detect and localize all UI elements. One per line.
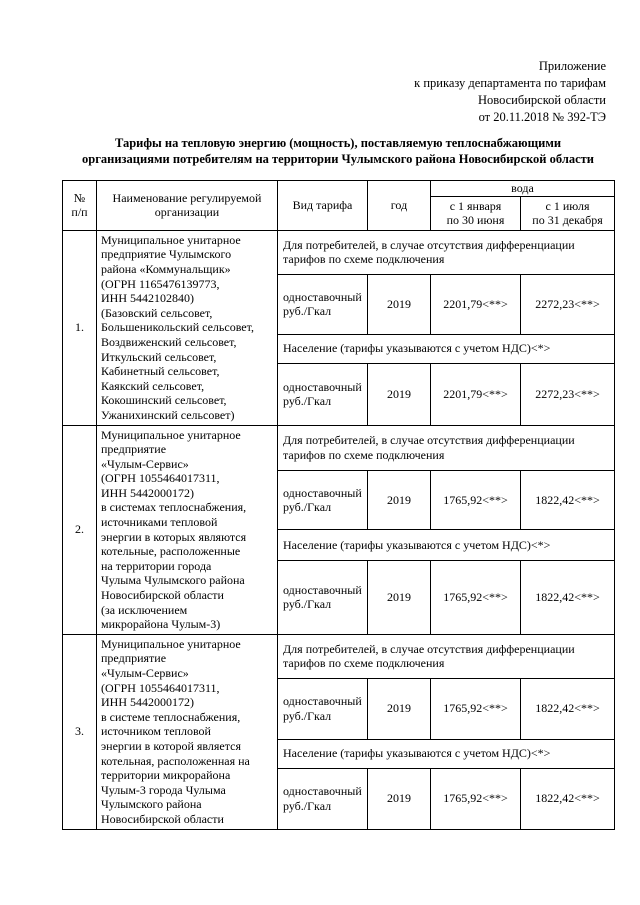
header-period-2: [521, 196, 615, 230]
header-row-1: [63, 181, 615, 197]
tariff-type-line-2: руб./Гкал: [283, 798, 332, 813]
table-body: [63, 181, 615, 830]
org-line: Новосибирской области: [101, 588, 224, 603]
tariff-type-cell: [278, 471, 368, 530]
header-period-2-line-1: с 1 июля: [545, 198, 590, 213]
org-line: энергии в которой является: [101, 738, 241, 753]
tariff-type-cell: [278, 678, 368, 739]
org-line: в системах теплоснабжения,: [101, 500, 247, 515]
org-line: Чулыма Чулымского района: [101, 573, 245, 588]
value-period-1: 1765,92<**>: [431, 768, 521, 829]
annex-header: [414, 58, 606, 126]
annex-line-2: к приказу департамента по тарифам: [414, 76, 606, 90]
org-line: ИНН 5442000172): [101, 695, 194, 710]
row-number: 2.: [63, 425, 97, 634]
population-subheader: Население (тарифы указываются с учетом НДС)<*>: [278, 530, 615, 561]
header-org-line-2: организации: [154, 205, 220, 220]
header-period-1-line-2: по 30 июня: [446, 213, 505, 228]
year-cell: 2019: [368, 275, 431, 334]
tariff-type-line-1: одноставочный: [283, 783, 362, 798]
org-line: района «Коммунальщик»: [101, 261, 231, 276]
consumers-line-2: тарифов по схеме подключения: [283, 252, 445, 267]
row-number: 1.: [63, 230, 97, 425]
tariff-type-line-1: одноставочный: [283, 485, 362, 500]
org-line: энергии в которых являются: [101, 529, 247, 544]
document-title: [62, 135, 614, 167]
header-year: год: [368, 181, 431, 231]
org-line: Иткульский сельсовет,: [101, 349, 217, 364]
year-cell: 2019: [368, 561, 431, 635]
header-org-line-1: Наименование регулируемой: [112, 190, 262, 205]
tariff-type-cell: [278, 768, 368, 829]
org-line: «Чулым-Сервис»: [101, 666, 189, 680]
title-line-1: Тарифы на тепловую энергию (мощность), поставляемую теплоснабжающими: [114, 136, 562, 150]
tariff-type-line-1: одноставочный: [283, 379, 362, 394]
header-num-line-2: п/п: [71, 205, 88, 220]
tariff-type-line-2: руб./Гкал: [283, 500, 332, 515]
consumers-subheader: [278, 230, 615, 274]
org-line: Большеникольский сельсовет,: [101, 320, 254, 335]
tariffs-table: [62, 180, 615, 830]
year-cell: 2019: [368, 471, 431, 530]
org-line: (за исключением: [101, 602, 188, 617]
header-period-1: [431, 196, 521, 230]
table-row: [63, 634, 615, 678]
header-medium: вода: [431, 181, 615, 197]
org-line: Муниципальное унитарное: [101, 427, 241, 442]
org-line: котельная, расположенная на: [101, 753, 250, 768]
org-line: источниками тепловой: [101, 515, 218, 530]
consumers-line-2: тарифов по схеме подключения: [283, 447, 445, 462]
year-cell: 2019: [368, 678, 431, 739]
population-subheader: Население (тарифы указываются с учетом НДС)<*>: [278, 739, 615, 768]
org-line: предприятие: [101, 651, 167, 666]
row-number: 3.: [63, 634, 97, 829]
org-line: котельные, расположенные: [101, 544, 241, 559]
org-line: ИНН 5442000172): [101, 485, 194, 500]
org-line: (ОГРН 1055464017311,: [101, 680, 220, 695]
org-line: Новосибирской области: [101, 811, 224, 826]
header-num: [63, 181, 97, 231]
header-period-1-line-1: с 1 января: [449, 198, 502, 213]
year-cell: 2019: [368, 768, 431, 829]
tariff-type-line-2: руб./Гкал: [283, 597, 332, 612]
tariff-type-cell: [278, 275, 368, 334]
org-line: источником тепловой: [101, 724, 211, 739]
value-period-2: 1822,42<**>: [521, 678, 615, 739]
tariff-type-line-2: руб./Гкал: [283, 394, 332, 409]
title-line-2: организациями потребителям на территории Чулымского района Новосибирской области: [82, 152, 594, 166]
org-line: микрорайона Чулым-3): [101, 617, 221, 632]
value-period-2: 1822,42<**>: [521, 768, 615, 829]
value-period-1: 1765,92<**>: [431, 561, 521, 635]
consumers-subheader: [278, 634, 615, 678]
value-period-1: 2201,79<**>: [431, 275, 521, 334]
value-period-1: 1765,92<**>: [431, 678, 521, 739]
org-line: ИНН 5442102840): [101, 291, 194, 306]
org-line: Ужанихинский сельсовет): [101, 407, 235, 422]
tariff-type-cell: [278, 561, 368, 635]
organization-name: [97, 634, 278, 829]
header-org: [97, 181, 278, 231]
consumers-line-1: Для потребителей, в случае отсутствия дифференциации: [283, 237, 575, 252]
org-line: на территории города: [101, 558, 212, 573]
org-line: Воздвиженский сельсовет,: [101, 334, 237, 349]
org-line: предприятие Чулымского: [101, 247, 232, 262]
year-cell: 2019: [368, 363, 431, 425]
value-period-2: 2272,23<**>: [521, 363, 615, 425]
table-row: [63, 230, 615, 274]
tariff-type-cell: [278, 363, 368, 425]
organization-name: [97, 425, 278, 634]
header-period-2-line-2: по 31 декабря: [532, 213, 603, 228]
tariff-type-line-2: руб./Гкал: [283, 304, 332, 319]
value-period-1: 2201,79<**>: [431, 363, 521, 425]
tariff-type-line-1: одноставочный: [283, 694, 362, 709]
population-subheader: Население (тарифы указываются с учетом НДС)<*>: [278, 334, 615, 363]
table-row: [63, 425, 615, 471]
org-line: Кокошинский сельсовет,: [101, 393, 227, 408]
tariff-type-line-2: руб./Гкал: [283, 708, 332, 723]
header-tariff-type: Вид тарифа: [278, 181, 368, 231]
annex-line-4: от 20.11.2018 № 392-ТЭ: [478, 110, 606, 124]
tariff-type-line-1: одноставочный: [283, 582, 362, 597]
consumers-subheader: [278, 425, 615, 471]
organization-name: [97, 230, 278, 425]
consumers-line-1: Для потребителей, в случае отсутствия дифференциации: [283, 641, 575, 656]
header-num-line-1: №: [73, 190, 86, 205]
org-line: Муниципальное унитарное: [101, 232, 241, 247]
org-line: в системе теплоснабжения,: [101, 709, 241, 724]
value-period-2: 2272,23<**>: [521, 275, 615, 334]
annex-line-3: Новосибирской области: [477, 93, 606, 107]
annex-line-1: Приложение: [538, 59, 606, 73]
org-line: предприятие: [101, 442, 167, 457]
org-line: «Чулым-Сервис»: [101, 456, 189, 471]
org-line: Муниципальное унитарное: [101, 636, 241, 651]
value-period-1: 1765,92<**>: [431, 471, 521, 530]
value-period-2: 1822,42<**>: [521, 561, 615, 635]
org-line: Кабинетный сельсовет,: [101, 364, 220, 379]
org-line: (ОГРН 1165476139773,: [101, 276, 220, 291]
org-line: (ОГРН 1055464017311,: [101, 471, 220, 486]
org-line: территории микрорайона: [101, 768, 231, 783]
tariff-type-line-1: одноставочный: [283, 289, 362, 304]
consumers-line-2: тарифов по схеме подключения: [283, 656, 445, 671]
org-line: Каякский сельсовет,: [101, 378, 205, 393]
org-line: Чулым-3 города Чулыма: [101, 782, 226, 797]
value-period-2: 1822,42<**>: [521, 471, 615, 530]
org-line: Чулымского района: [101, 797, 202, 812]
consumers-line-1: Для потребителей, в случае отсутствия дифференциации: [283, 433, 575, 448]
org-line: (Базовский сельсовет,: [101, 305, 213, 320]
